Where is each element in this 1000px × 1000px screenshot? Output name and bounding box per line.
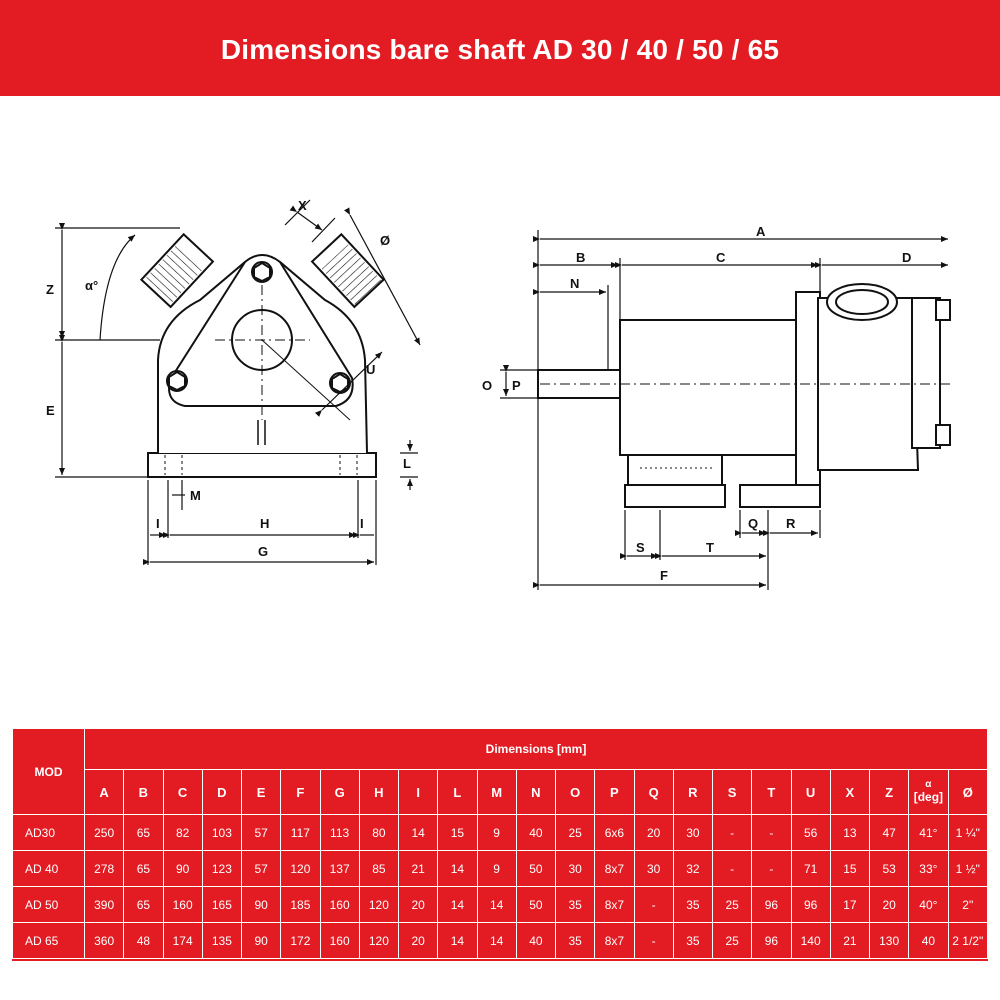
svg-text:U: U	[366, 362, 376, 377]
svg-text:I: I	[156, 516, 160, 531]
table-cell: 40	[516, 815, 555, 851]
table-cell: 33°	[909, 851, 948, 887]
svg-text:Ø: Ø	[380, 233, 391, 248]
table-cell: 278	[85, 851, 124, 887]
table-cell: -	[634, 887, 673, 923]
table-cell: 185	[281, 887, 320, 923]
table-cell: 90	[163, 851, 202, 887]
table-cell: 57	[242, 851, 281, 887]
dimensions-group-header: Dimensions [mm]	[85, 729, 988, 770]
table-cell: 20	[634, 815, 673, 851]
table-cell: 65	[124, 887, 163, 923]
side-view	[538, 284, 950, 507]
table-cell: 25	[556, 815, 595, 851]
table-cell: 14	[399, 815, 438, 851]
column-header: Q	[634, 770, 673, 815]
svg-text:F: F	[660, 568, 668, 583]
table-cell: 172	[281, 923, 320, 959]
table-body	[13, 815, 988, 959]
table-cell: 50	[516, 887, 555, 923]
table-cell: 103	[202, 815, 241, 851]
table-cell: 32	[673, 851, 712, 887]
column-header-row	[13, 770, 988, 815]
column-header: A	[85, 770, 124, 815]
table-cell: 6x6	[595, 815, 634, 851]
column-header: F	[281, 770, 320, 815]
table-cell: 15	[830, 851, 869, 887]
table-cell: 35	[556, 887, 595, 923]
mod-header: MOD	[13, 729, 85, 815]
table-cell: 90	[242, 887, 281, 923]
table-cell: 65	[124, 851, 163, 887]
table-cell: 17	[830, 887, 869, 923]
diameter-column-header: Ø	[948, 770, 988, 815]
table-cell: 90	[242, 923, 281, 959]
table-cell: 41°	[909, 815, 948, 851]
model-cell: AD30	[13, 815, 85, 851]
table-cell: 1 ¼"	[948, 815, 988, 851]
table-cell: -	[713, 815, 752, 851]
svg-text:R: R	[786, 516, 796, 531]
table-cell: 120	[359, 923, 398, 959]
table-cell: 8x7	[595, 887, 634, 923]
table-cell: 25	[713, 923, 752, 959]
column-header: I	[399, 770, 438, 815]
table-cell: 130	[870, 923, 909, 959]
table-cell: 1 ½"	[948, 851, 988, 887]
table-cell: 15	[438, 815, 477, 851]
table-row	[13, 851, 988, 887]
table-cell: 14	[477, 887, 516, 923]
model-cell: AD 40	[13, 851, 85, 887]
table-row	[13, 815, 988, 851]
table-cell: 8x7	[595, 851, 634, 887]
page-title: Dimensions bare shaft AD 30 / 40 / 50 / 65	[220, 34, 780, 65]
table-cell: 123	[202, 851, 241, 887]
svg-text:P: P	[512, 378, 521, 393]
table-cell: 56	[791, 815, 830, 851]
table-cell: 160	[163, 887, 202, 923]
table-cell: 21	[830, 923, 869, 959]
svg-text:E: E	[46, 403, 55, 418]
table-cell: 120	[281, 851, 320, 887]
table-cell: 30	[673, 815, 712, 851]
svg-text:L: L	[403, 456, 411, 471]
alpha-symbol: α	[925, 779, 932, 790]
table-cell: 9	[477, 815, 516, 851]
front-view	[141, 234, 383, 477]
column-header: L	[438, 770, 477, 815]
table-cell: 8x7	[595, 923, 634, 959]
svg-text:G: G	[258, 544, 269, 559]
table-cell: 35	[673, 887, 712, 923]
column-header: S	[713, 770, 752, 815]
table-cell: 135	[202, 923, 241, 959]
column-header: Z	[870, 770, 909, 815]
table-cell: 35	[556, 923, 595, 959]
column-header: M	[477, 770, 516, 815]
table-cell: 9	[477, 851, 516, 887]
column-header: T	[752, 770, 791, 815]
column-header: P	[595, 770, 634, 815]
table-cell: 35	[673, 923, 712, 959]
table-cell: 48	[124, 923, 163, 959]
table-cell: 160	[320, 923, 359, 959]
svg-text:S: S	[636, 540, 645, 555]
svg-text:A: A	[756, 224, 766, 239]
table-cell: 65	[124, 815, 163, 851]
table-cell: 165	[202, 887, 241, 923]
column-header: O	[556, 770, 595, 815]
svg-text:O: O	[482, 378, 493, 393]
table-cell: 14	[438, 851, 477, 887]
table-cell: 30	[634, 851, 673, 887]
technical-drawing	[0, 96, 1000, 716]
table-cell: 20	[870, 887, 909, 923]
svg-text:N: N	[570, 276, 580, 291]
table-cell: -	[752, 851, 791, 887]
table-cell: 80	[359, 815, 398, 851]
dimension-drawing-svg	[0, 96, 1000, 716]
table-cell: 82	[163, 815, 202, 851]
column-header: C	[163, 770, 202, 815]
table-cell: 14	[438, 887, 477, 923]
table-cell: 96	[752, 923, 791, 959]
table-cell: 160	[320, 887, 359, 923]
svg-text:M: M	[190, 488, 201, 503]
table-cell: -	[752, 815, 791, 851]
svg-text:Q: Q	[748, 516, 759, 531]
svg-text:H: H	[260, 516, 270, 531]
column-header: G	[320, 770, 359, 815]
table-cell: 360	[85, 923, 124, 959]
table-cell: 96	[752, 887, 791, 923]
table-cell: 96	[791, 887, 830, 923]
table-cell: 57	[242, 815, 281, 851]
column-header: H	[359, 770, 398, 815]
table-cell: 40	[516, 923, 555, 959]
svg-text:T: T	[706, 540, 714, 555]
table-cell: 14	[438, 923, 477, 959]
table-cell: 40°	[909, 887, 948, 923]
svg-text:C: C	[716, 250, 726, 265]
dimensions-table	[12, 728, 988, 959]
column-header: B	[124, 770, 163, 815]
table-cell: 137	[320, 851, 359, 887]
column-header: R	[673, 770, 712, 815]
alpha-column-header	[909, 770, 948, 815]
table-row	[13, 923, 988, 959]
table-cell: 13	[830, 815, 869, 851]
table-cell: 20	[399, 923, 438, 959]
table-cell: 390	[85, 887, 124, 923]
table-cell: 120	[359, 887, 398, 923]
svg-text:D: D	[902, 250, 912, 265]
column-header: X	[830, 770, 869, 815]
table-cell: 2 1/2"	[948, 923, 988, 959]
table-cell: 174	[163, 923, 202, 959]
table-cell: 85	[359, 851, 398, 887]
model-cell: AD 65	[13, 923, 85, 959]
table-cell: -	[634, 923, 673, 959]
table-cell: 21	[399, 851, 438, 887]
svg-text:α°: α°	[85, 278, 99, 293]
svg-text:I: I	[360, 516, 364, 531]
svg-text:X: X	[298, 198, 307, 213]
model-cell: AD 50	[13, 887, 85, 923]
table-cell: 30	[556, 851, 595, 887]
table-cell: 40	[909, 923, 948, 959]
table-cell: -	[713, 851, 752, 887]
table-cell: 2"	[948, 887, 988, 923]
table-cell: 140	[791, 923, 830, 959]
column-header: E	[242, 770, 281, 815]
svg-text:Z: Z	[46, 282, 54, 297]
table-cell: 20	[399, 887, 438, 923]
alpha-unit: [deg]	[913, 790, 944, 804]
table-cell: 117	[281, 815, 320, 851]
table-cell: 14	[477, 923, 516, 959]
dimensions-table-container	[12, 728, 988, 961]
column-header: N	[516, 770, 555, 815]
table-cell: 25	[713, 887, 752, 923]
table-title-row	[13, 729, 988, 770]
table-cell: 71	[791, 851, 830, 887]
column-header: D	[202, 770, 241, 815]
svg-text:B: B	[576, 250, 586, 265]
table-row	[13, 887, 988, 923]
table-cell: 53	[870, 851, 909, 887]
title-banner	[0, 0, 1000, 96]
table-cell: 47	[870, 815, 909, 851]
column-header: U	[791, 770, 830, 815]
table-cell: 50	[516, 851, 555, 887]
table-cell: 113	[320, 815, 359, 851]
table-cell: 250	[85, 815, 124, 851]
